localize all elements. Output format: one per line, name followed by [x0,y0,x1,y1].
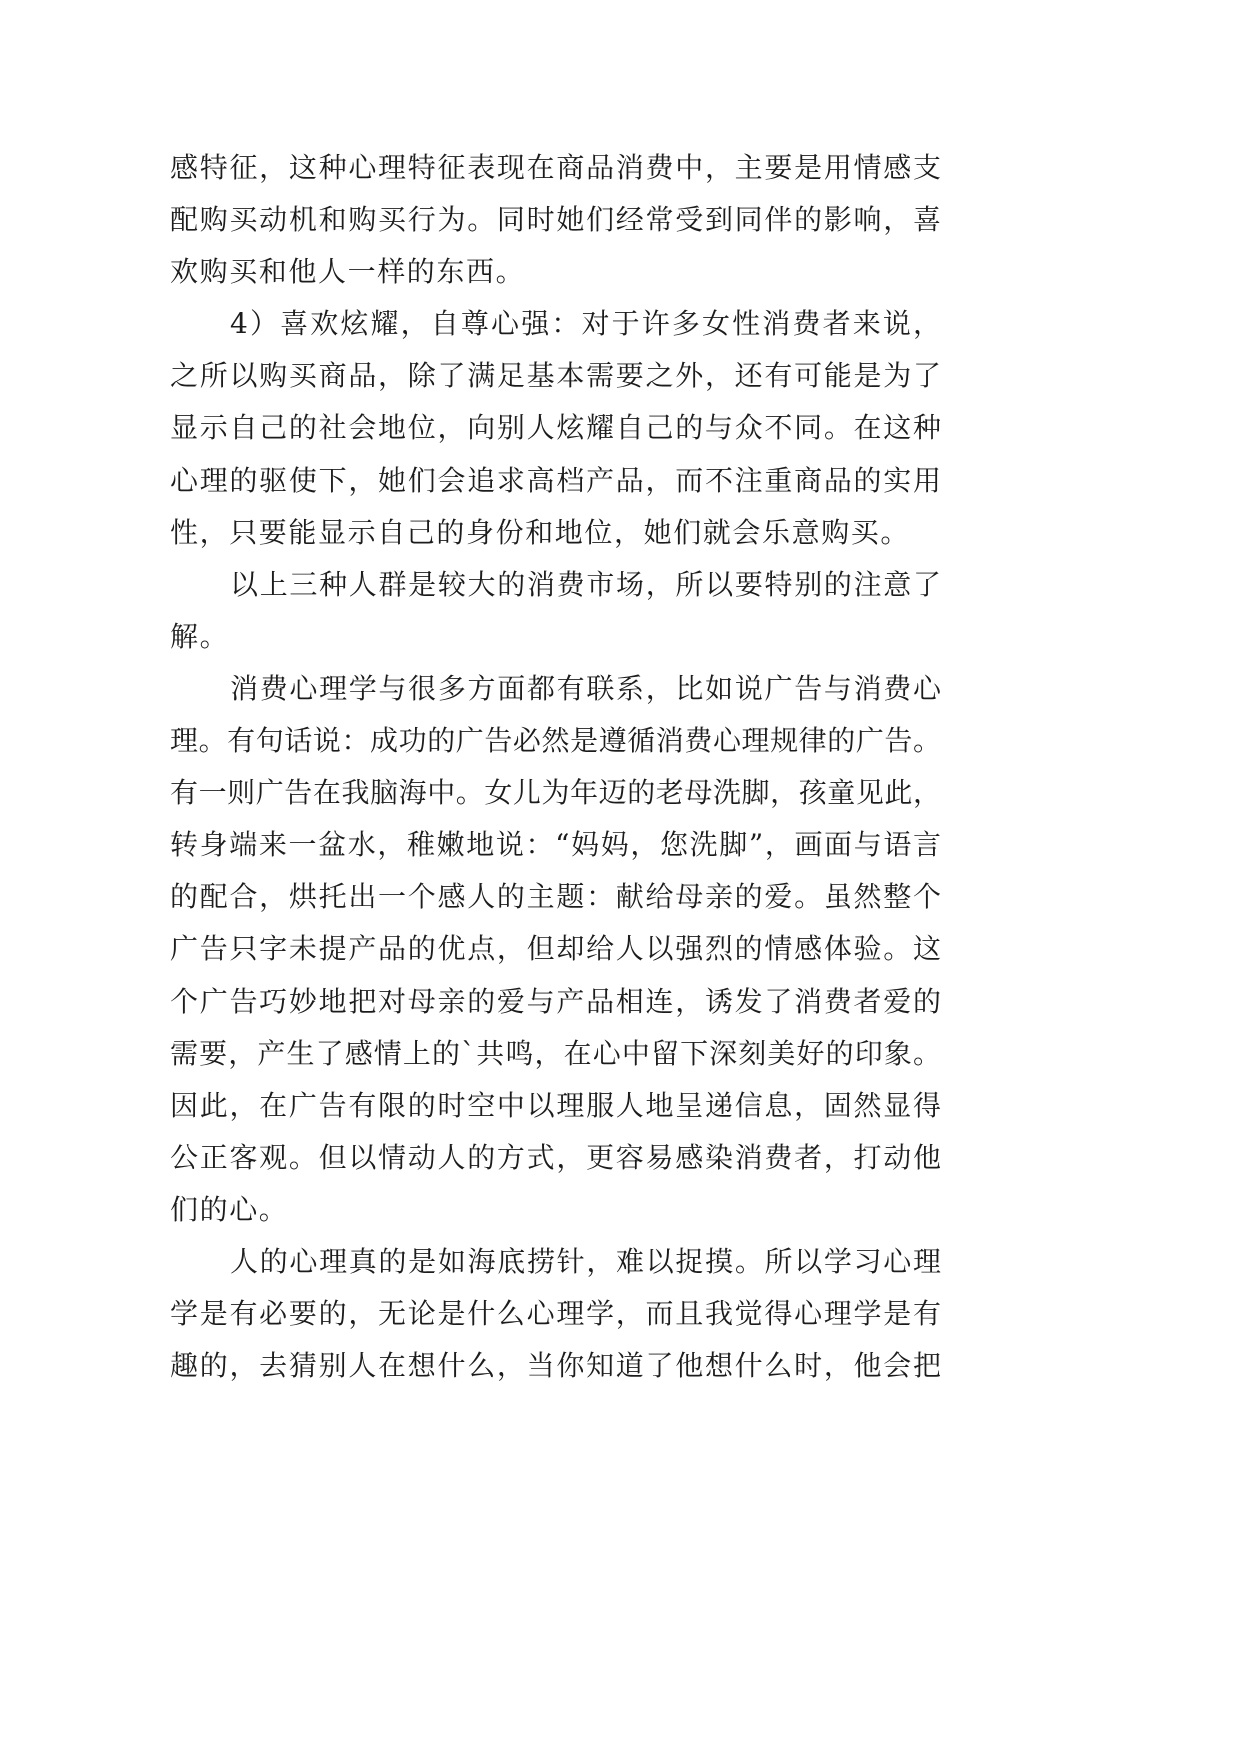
text-line: 转身端来一盆水，稚嫩地说：“妈妈，您洗脚”，画面与语言 [170,828,943,862]
text-line: 的配合，烘托出一个感人的主题：献给母亲的爱。虽然整个 [170,880,943,914]
text-line: 配购买动机和购买行为。同时她们经常受到同伴的影响，喜 [170,203,943,237]
text-line: 解。 [170,619,230,653]
paragraph-3 [170,559,941,663]
text-line: 趣的，去猜别人在想什么，当你知道了他想什么时，他会把 [170,1349,943,1383]
text-line: 欢购买和他人一样的东西。 [170,255,526,289]
text-line: 以上三种人群是较大的消费市场，所以要特别的注意了 [230,567,943,601]
text-line: 学是有必要的，无论是什么心理学，而且我觉得心理学是有 [170,1297,943,1331]
text-line: 广告只字未提产品的优点，但却给人以强烈的情感体验。这 [170,932,943,966]
document-body [170,142,944,1392]
text-line: 感特征，这种心理特征表现在商品消费中，主要是用情感支 [170,151,943,184]
text-line: 需要，产生了感情上的`共鸣，在心中留下深刻美好的印象。 [170,1036,943,1070]
text-line: 因此，在广告有限的时空中以理服人地呈递信息，固然显得 [170,1088,943,1122]
text-line: 消费心理学与很多方面都有联系，比如说广告与消费心 [230,671,943,705]
text-line: 性，只要能显示自己的身份和地位，她们就会乐意购买。 [170,515,911,549]
text-line: 之所以购买商品，除了满足基本需要之外，还有可能是为了 [170,359,943,393]
text-line: 个广告巧妙地把对母亲的爱与产品相连，诱发了消费者爱的 [170,984,943,1018]
text-line: 人的心理真的是如海底捞针，难以捉摸。所以学习心理 [230,1244,943,1278]
text-line: 们的心。 [170,1192,289,1226]
text-line: 心理的驱使下，她们会追求高档产品，而不注重商品的实用 [170,463,943,497]
text-line: 4）喜欢炫耀，自尊心强：对于许多女性消费者来说， [230,307,944,341]
paragraph-5 [170,1236,941,1392]
text-line: 公正客观。但以情动人的方式，更容易感染消费者，打动他 [170,1140,943,1174]
paragraph-2 [170,298,944,558]
text-line: 理。有句话说：成功的广告必然是遵循消费心理规律的广告。 [170,724,942,758]
text-line: 显示自己的社会地位，向别人炫耀自己的与众不同。在这种 [170,411,943,445]
text-line: 有一则广告在我脑海中。女儿为年迈的老母洗脚，孩童见此， [170,776,942,810]
paragraph-1 [170,142,941,298]
paragraph-4 [170,663,941,1236]
